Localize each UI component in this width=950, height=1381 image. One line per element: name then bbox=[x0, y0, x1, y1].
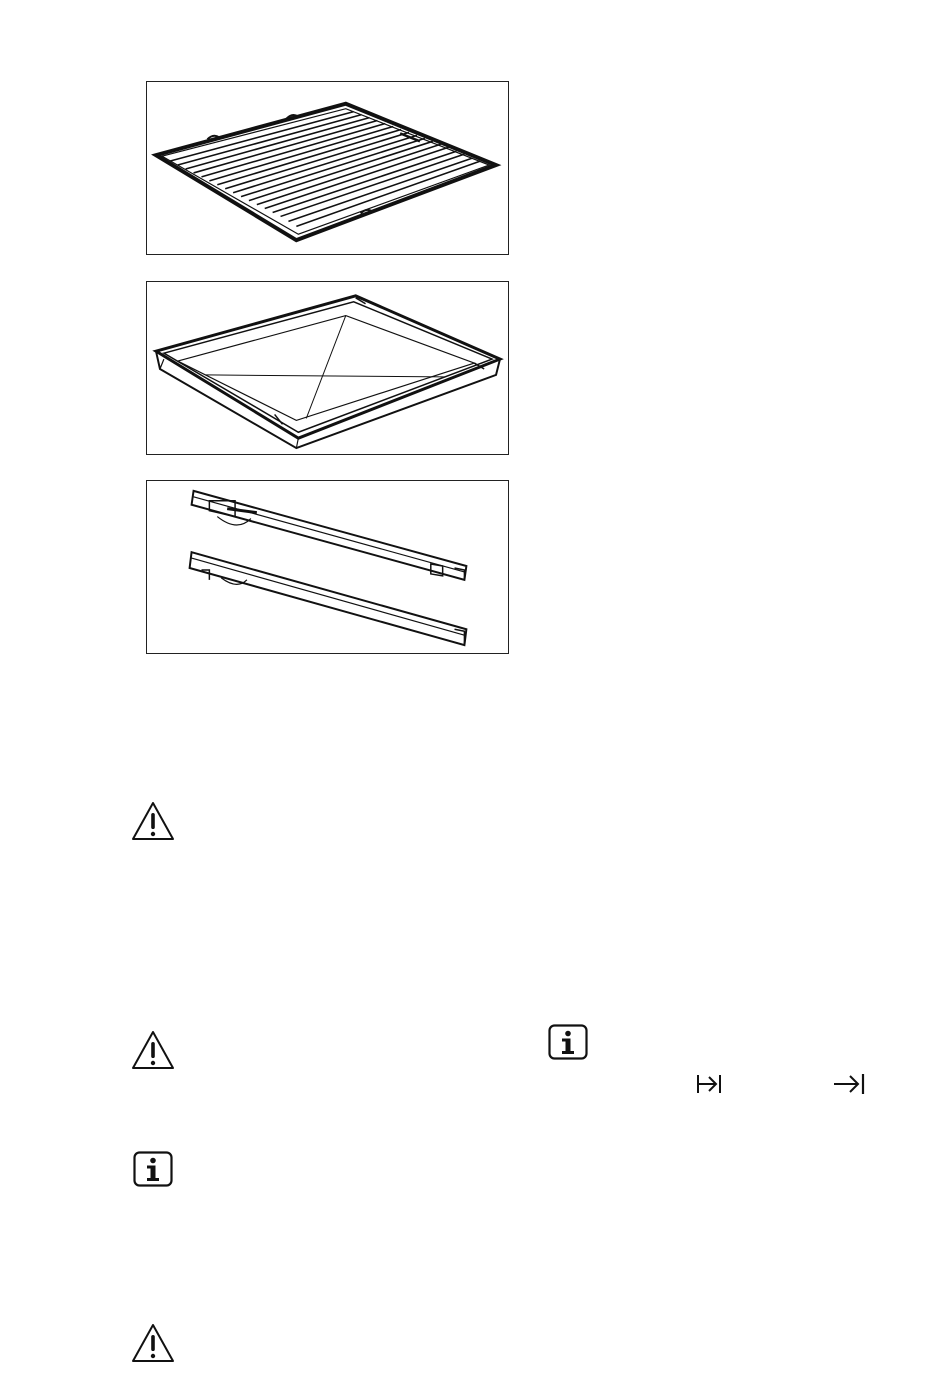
duration-key-icon bbox=[696, 1072, 724, 1101]
warning-triangle-icon bbox=[131, 1030, 175, 1070]
baking-tray-figure bbox=[146, 281, 509, 455]
telescopic-runners-illustration bbox=[147, 481, 508, 653]
end-key-icon bbox=[832, 1072, 866, 1101]
telescopic-runners-figure bbox=[146, 480, 509, 654]
info-icon bbox=[133, 1151, 173, 1187]
baking-tray-illustration bbox=[147, 282, 508, 454]
warning-triangle-icon bbox=[131, 1323, 175, 1363]
grill-rack-illustration bbox=[147, 82, 508, 254]
info-icon bbox=[548, 1024, 588, 1060]
grill-rack-figure bbox=[146, 81, 509, 255]
warning-triangle-icon bbox=[131, 801, 175, 841]
